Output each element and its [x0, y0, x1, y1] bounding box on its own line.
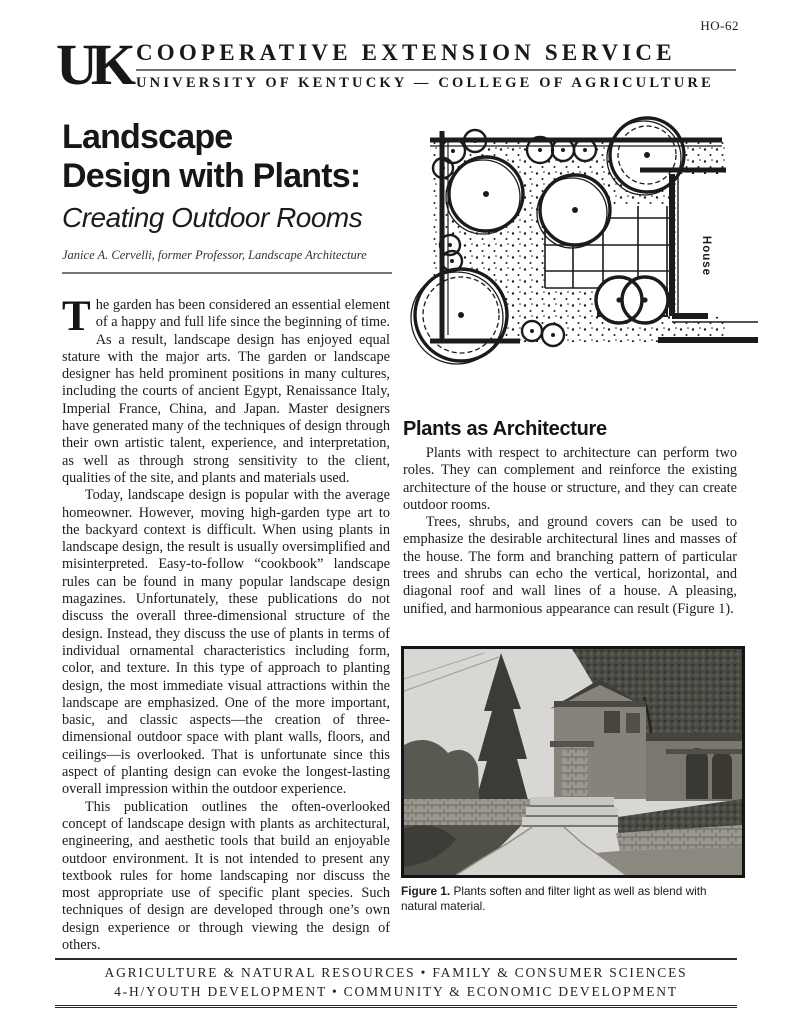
masthead-rule — [136, 69, 736, 71]
figure1-caption — [401, 884, 745, 913]
landscape-plan-figure — [402, 110, 758, 404]
figure1-caption-text: Plants soften and filter light as well as blend with natural material. — [401, 884, 707, 913]
section-paragraph-2: Trees, shrubs, and ground covers can be used to emphasize the desirable architectural lines and masses of the house. The form and branching pattern of particular trees and shrubs can echo the vertical, horizontal, and diagonal roof and wall lines of a house. A pleasing, unified, and harmonious appearance can result (Figure 1). — [403, 514, 737, 617]
page-subtitle: Creating Outdoor Rooms — [62, 202, 363, 233]
landscape-plan-drawing — [402, 110, 758, 404]
org-name-primary: COOPERATIVE EXTENSION SERVICE — [136, 40, 676, 65]
footer-line-1: AGRICULTURE & NATURAL RESOURCES • FAMILY & CONSUMER SCIENCES — [104, 965, 688, 980]
figure1-photo — [401, 646, 745, 878]
title-block — [62, 118, 392, 274]
intro-paragraph-3: This publication outlines the often-overlooked concept of landscape design with plants as architectural, engineering, and aesthetic tools that build an enjoyable outdoor environment. It is not intended to present any textbook rules for home landscaping nor discuss the most appropriate use of specific plant species. Such techniques of design are developed through one’s own design experience or through viewing the design of others. — [62, 798, 390, 953]
drop-cap: T — [62, 293, 91, 340]
footer-band — [55, 958, 737, 1008]
org-name-secondary: UNIVERSITY OF KENTUCKY — COLLEGE OF AGRICULTURE — [136, 75, 714, 91]
section-paragraph-1: Plants with respect to architecture can perform two roles. They can complement and reinforce the existing architecture of the house or structure, and they can create outdoor rooms. — [403, 445, 737, 513]
page-title — [62, 118, 392, 196]
author-line: Janice A. Cervelli, former Professor, Landscape Architecture — [62, 248, 367, 262]
title-line-2: Design with Plants: — [62, 157, 361, 195]
footer-line-2: 4-H/YOUTH DEVELOPMENT • COMMUNITY & ECONOMIC DEVELOPMENT — [114, 984, 678, 999]
house-photo-illustration — [404, 649, 742, 875]
plan-house-label: House — [700, 235, 712, 277]
intro-paragraph-1-text: he garden has been considered an essential element of a happy and full life since the beginning of time. As a result, landscape design has enjoyed equal stature with the major arts. The garden or landscape designer has held prominent positions in many cultures, including the courts of ancient Egypt, Renaissance Italy, Imperial France, China, and Japan. Master designers have generated many of the techniques of design through their own artistic talent, experience, and interpretation, as well as through strong sensitivity to the client, qualities of the site, and plants and materials used. — [62, 297, 390, 486]
left-column — [62, 293, 390, 954]
right-column — [403, 418, 737, 618]
title-rule — [62, 272, 392, 274]
masthead — [136, 40, 736, 92]
publication-number: HO-62 — [700, 18, 739, 33]
intro-paragraph-1 — [62, 293, 390, 487]
section-heading-plants-as-architecture: Plants as Architecture — [403, 418, 607, 440]
intro-paragraph-2: Today, landscape design is popular with the average homeowner. However, moving high-garden type art to the backyard context is difficult. When using plants in landscape design, the result is usually oversimplified and misinterpreted. Easy-to-follow “cookbook” landscape rules can be found in many popular landscape design magazines. Unfortunately, these publications do not discuss the overall three-dimensional structure of the design. Instead, they discuss the use of plants in terms of individual ornamental characteristics including form, color, and texture. In this type of approach to planting design, the most immediate visual attractions within the landscape are emphasized. One of the more important, basic, and classic aspects—the creation of three-dimensional outdoor space with plant walls, floors, and ceilings—is overlooked. That is unfortunate since this aspect of planting design can evoke the longest-lasting overall impression within the outdoor experience. — [62, 487, 390, 798]
uk-logo: UK — [56, 32, 129, 97]
title-line-1: Landscape — [62, 118, 233, 156]
figure1-label: Figure 1. — [401, 884, 451, 898]
